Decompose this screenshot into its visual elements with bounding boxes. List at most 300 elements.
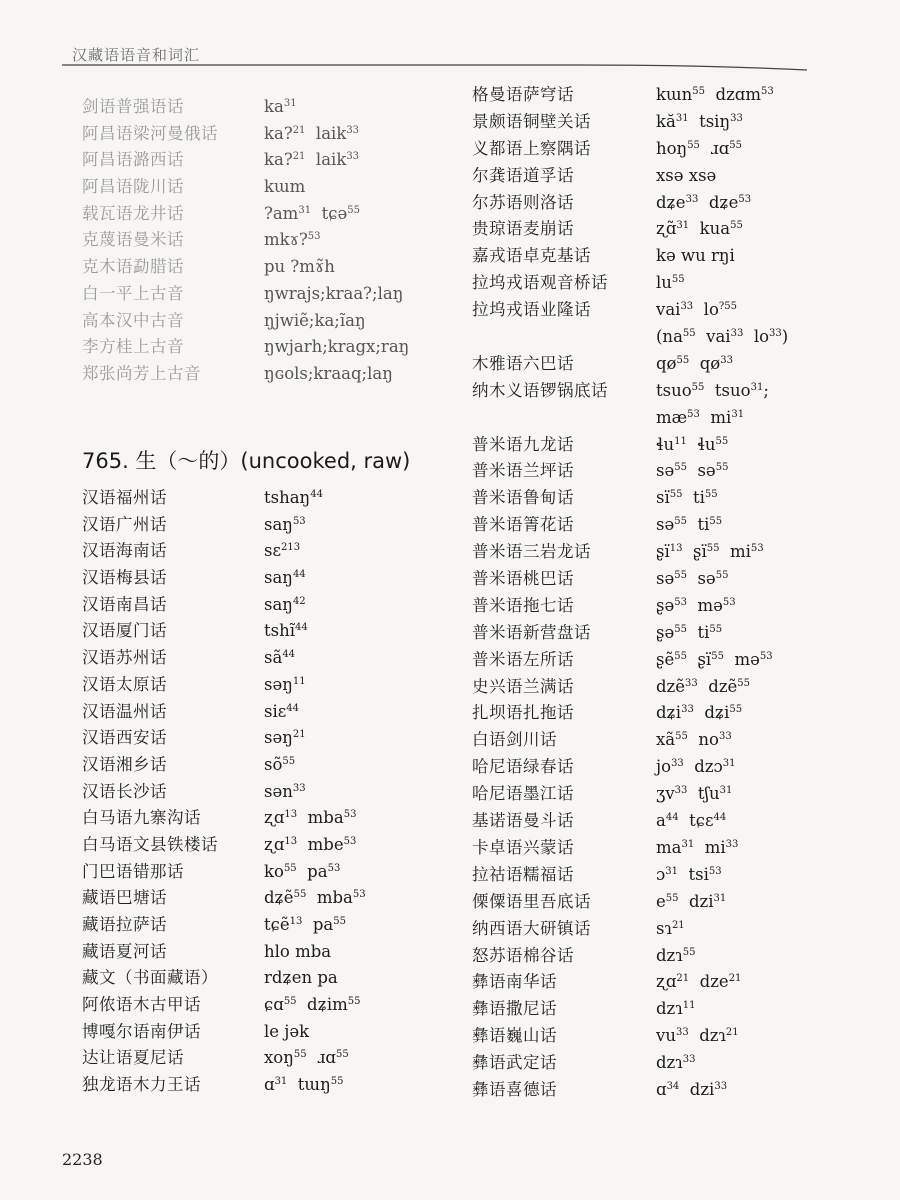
list-item bbox=[472, 647, 892, 674]
syllable: ka? bbox=[264, 150, 293, 170]
list-item bbox=[82, 361, 462, 388]
syllable: laik bbox=[315, 150, 347, 170]
tone-mark: 33 bbox=[718, 731, 732, 743]
list-item bbox=[472, 727, 892, 754]
phonetic-form bbox=[264, 965, 338, 992]
tone-mark: 53 bbox=[674, 596, 687, 608]
phonetic-form bbox=[264, 1019, 309, 1046]
syllable: kɯm bbox=[264, 177, 306, 197]
list-item bbox=[82, 779, 462, 806]
tone-mark: 53 bbox=[738, 193, 752, 205]
phonetic-form bbox=[264, 859, 340, 886]
syllable: tɯŋ bbox=[297, 1075, 331, 1095]
list-item bbox=[472, 835, 892, 862]
tone-mark: 31 bbox=[713, 892, 727, 904]
tone-mark: 11 bbox=[682, 1000, 696, 1012]
syllable: sã bbox=[264, 648, 283, 668]
syllable: ʐɑ bbox=[264, 834, 285, 854]
dialect-name: 基诺语曼斗话 bbox=[472, 811, 574, 831]
syllable: dzi bbox=[689, 891, 714, 911]
syllable: ɹɑ bbox=[317, 1048, 336, 1068]
syllable: ɑ bbox=[264, 1075, 275, 1095]
syllable: jo bbox=[656, 757, 672, 777]
phonetic-form bbox=[656, 539, 764, 566]
syllable: a bbox=[656, 811, 666, 831]
list-item bbox=[472, 916, 892, 943]
tone-mark: 33 bbox=[730, 328, 744, 340]
syllable: tsiŋ bbox=[699, 111, 731, 131]
syllable: ka bbox=[264, 97, 284, 116]
syllable: tshĩ bbox=[264, 621, 296, 641]
phonetic-form bbox=[656, 378, 769, 405]
syllable: mi bbox=[710, 407, 732, 427]
syllable: səŋ bbox=[264, 728, 293, 748]
syllable: laik bbox=[315, 123, 347, 143]
syllable: sõ bbox=[264, 754, 283, 774]
syllable: dzɿ bbox=[699, 1026, 726, 1046]
dialect-name: 义都语上察隅话 bbox=[472, 138, 591, 158]
phonetic-form bbox=[656, 674, 750, 701]
phonetic-form bbox=[264, 779, 306, 806]
dialect-name: 彝语撒尼话 bbox=[472, 999, 557, 1019]
list-item bbox=[472, 1050, 892, 1077]
tone-mark: 21 bbox=[676, 973, 690, 985]
syllable: dʑẽ bbox=[264, 888, 294, 908]
list-item bbox=[472, 943, 892, 970]
phonetic-form bbox=[656, 620, 722, 647]
syllable: tɕẽ bbox=[264, 915, 290, 934]
syllable: tsuo bbox=[714, 380, 751, 400]
tone-mark: 13 bbox=[289, 916, 303, 927]
list-item bbox=[82, 201, 462, 228]
dialect-name: 卡卓语兴蒙话 bbox=[472, 837, 574, 857]
dialect-name: 载瓦语龙井话 bbox=[82, 203, 184, 223]
list-item bbox=[472, 432, 892, 459]
tone-mark: 55 bbox=[737, 677, 751, 689]
syllable: ɔ bbox=[656, 864, 666, 884]
list-item bbox=[82, 538, 462, 565]
dialect-name: 阿昌语陇川话 bbox=[82, 177, 184, 197]
dialect-name: 普米语拖七话 bbox=[472, 595, 574, 615]
syllable: ʐɑ bbox=[264, 808, 285, 828]
phonetic-form bbox=[656, 163, 716, 190]
list-item bbox=[82, 512, 462, 539]
tone-mark: 55 bbox=[335, 1049, 349, 1061]
list-item bbox=[472, 754, 892, 781]
dialect-name: 扎坝语扎拖话 bbox=[472, 703, 574, 723]
tone-mark: 33 bbox=[675, 1027, 689, 1039]
list-item bbox=[472, 700, 892, 727]
syllable: mi bbox=[729, 542, 751, 562]
phonetic-form bbox=[656, 136, 742, 163]
list-item bbox=[472, 1023, 892, 1050]
syllable: saŋ bbox=[264, 594, 293, 614]
tone-mark: 42 bbox=[292, 595, 306, 607]
phonetic-form bbox=[264, 832, 356, 859]
syllable: dzɿ bbox=[656, 999, 683, 1019]
dialect-name: 李方桂上古音 bbox=[82, 337, 184, 357]
syllable: ma bbox=[656, 837, 682, 857]
dialect-name: 傈僳语里吾底话 bbox=[472, 891, 591, 911]
list-item bbox=[472, 996, 892, 1023]
tone-mark: 31 bbox=[676, 220, 690, 232]
tone-mark: 55 bbox=[715, 462, 729, 474]
dialect-name: 木雅语六巴话 bbox=[472, 353, 574, 373]
list-item bbox=[82, 992, 462, 1019]
phonetic-form bbox=[264, 334, 409, 361]
syllable: ko bbox=[264, 861, 284, 881]
phonetic-form bbox=[656, 297, 737, 324]
syllable: vai bbox=[656, 300, 681, 320]
dialect-name: 怒苏语棉谷话 bbox=[472, 945, 574, 965]
phonetic-form bbox=[656, 862, 722, 889]
list-item bbox=[472, 566, 892, 593]
phonetic-form bbox=[264, 308, 366, 335]
tone-mark: 33 bbox=[346, 151, 360, 163]
phonetic-form bbox=[264, 912, 346, 939]
dialect-name: 汉语温州话 bbox=[82, 701, 167, 721]
list-item bbox=[82, 281, 462, 308]
syllable: kua bbox=[699, 219, 731, 239]
phonetic-form bbox=[656, 647, 773, 674]
dialect-name: 剑语普强语话 bbox=[82, 97, 184, 116]
phonetic-form bbox=[656, 432, 728, 459]
syllable: ŋwjarh;kragx;raŋ bbox=[264, 337, 410, 357]
page-number: 2238 bbox=[62, 1150, 103, 1169]
tone-mark: 21 bbox=[671, 919, 685, 931]
syllable: mə bbox=[734, 649, 760, 669]
syllable: sə bbox=[656, 461, 675, 481]
dialect-name: 普米语桃巴话 bbox=[472, 569, 574, 589]
tone-mark: 55 bbox=[283, 996, 297, 1008]
dialect-name: 汉语长沙话 bbox=[82, 781, 167, 801]
phonetic-form bbox=[264, 1045, 349, 1072]
dialect-name: 藏语拉萨话 bbox=[82, 915, 167, 934]
syllable: dzɿ bbox=[656, 1053, 683, 1073]
list-item bbox=[82, 645, 462, 672]
dialect-name: 拉坞戎语业隆话 bbox=[472, 300, 591, 320]
tone-mark: 55 bbox=[347, 996, 361, 1008]
list-item bbox=[472, 674, 892, 701]
dialect-name: 普米语鲁甸话 bbox=[472, 488, 574, 508]
syllable: pu ?mɤ̃h bbox=[264, 257, 335, 277]
tone-mark: 55 bbox=[347, 204, 360, 216]
phonetic-form bbox=[656, 781, 732, 808]
tone-mark: 55 bbox=[682, 946, 696, 958]
list-item bbox=[472, 216, 892, 243]
tone-mark: 21 bbox=[725, 1027, 739, 1039]
phonetic-form bbox=[264, 618, 308, 645]
tone-mark: 31 bbox=[681, 838, 695, 850]
list-item bbox=[82, 1072, 462, 1099]
list-item bbox=[472, 458, 892, 485]
phonetic-form bbox=[264, 752, 295, 779]
syllable: lu bbox=[656, 273, 672, 293]
dialect-name: 彝语巍山话 bbox=[472, 1026, 557, 1046]
tone-mark: 55 bbox=[674, 462, 687, 474]
tone-mark: 55 bbox=[330, 1076, 344, 1088]
entry-list-right bbox=[472, 82, 892, 1104]
dialect-name: 汉语湘乡话 bbox=[82, 754, 167, 774]
tone-mark: 53 bbox=[759, 650, 773, 662]
syllable: tɕɛ bbox=[689, 811, 714, 831]
phonetic-form bbox=[264, 885, 366, 912]
dialect-name: 汉语厦门话 bbox=[82, 621, 167, 641]
syllable: pa bbox=[307, 861, 328, 881]
syllable: mi bbox=[704, 837, 726, 857]
dialect-name: 博嘎尔语南伊话 bbox=[82, 1021, 201, 1041]
syllable: dʑi bbox=[656, 703, 682, 723]
syllable: dzɑm bbox=[715, 85, 761, 104]
list-item bbox=[472, 539, 892, 566]
list-item bbox=[82, 592, 462, 619]
punctuation: ) bbox=[781, 327, 789, 347]
tone-mark: 21 bbox=[292, 124, 306, 136]
list-item bbox=[82, 334, 462, 361]
tone-mark: 11 bbox=[292, 675, 306, 687]
tone-mark: 33 bbox=[720, 354, 733, 366]
list-item bbox=[82, 147, 462, 174]
syllable: ŋɢols;kraaq;laŋ bbox=[264, 363, 393, 383]
syllable: ʂï bbox=[692, 542, 707, 562]
tone-mark: 31 bbox=[274, 1076, 288, 1088]
syllable: kɯn bbox=[656, 85, 693, 104]
dialect-name: 汉语广州话 bbox=[82, 514, 167, 534]
phonetic-form bbox=[656, 190, 751, 217]
tone-mark: 53 bbox=[750, 543, 764, 555]
syllable: sə bbox=[656, 515, 675, 535]
syllable: ʂə bbox=[656, 622, 675, 642]
dialect-name: 藏文（书面藏语） bbox=[82, 968, 218, 988]
syllable: ŋjwiẽ;ka;ĩaŋ bbox=[264, 310, 366, 330]
tone-mark: 33 bbox=[681, 704, 694, 716]
phonetic-form bbox=[264, 227, 321, 254]
syllable: xã bbox=[656, 730, 676, 750]
phonetic-form bbox=[656, 943, 695, 970]
list-item bbox=[472, 270, 892, 297]
dialect-name: 阿侬语木古甲话 bbox=[82, 995, 201, 1015]
section-heading: 765. 生（～的）(uncooked, raw) bbox=[82, 449, 411, 473]
dialect-name: 纳木义语锣锅底话 bbox=[472, 380, 608, 400]
dialect-name: 尔龚语道孚话 bbox=[472, 165, 574, 185]
syllable: ka? bbox=[264, 123, 293, 143]
phonetic-form bbox=[264, 512, 306, 539]
syllable: lo bbox=[753, 327, 770, 347]
syllable: ti bbox=[692, 488, 705, 508]
dialect-name: 阿昌语梁河曼俄话 bbox=[82, 123, 218, 143]
tone-mark: 55 bbox=[729, 139, 742, 151]
tone-mark: 33 bbox=[682, 1054, 696, 1066]
list-item bbox=[472, 405, 892, 432]
syllable: ɬu bbox=[697, 434, 716, 454]
list-item bbox=[82, 885, 462, 912]
list-item bbox=[82, 94, 462, 121]
tone-mark: 55 bbox=[293, 889, 307, 901]
dialect-name: 汉语福州话 bbox=[82, 488, 167, 507]
syllable: kə wu rŋi bbox=[656, 246, 735, 266]
punctuation: ; bbox=[763, 380, 769, 400]
tone-mark: 55 bbox=[711, 650, 724, 662]
syllable: tsuo bbox=[656, 380, 692, 400]
dialect-name: 汉语西安话 bbox=[82, 728, 167, 748]
tone-mark: 33 bbox=[725, 838, 739, 850]
syllable: mə bbox=[697, 595, 723, 615]
tone-mark: 13 bbox=[669, 543, 683, 555]
tone-mark: 33 bbox=[674, 785, 688, 797]
syllable: dze bbox=[699, 972, 729, 992]
phonetic-form bbox=[656, 512, 722, 539]
phonetic-form bbox=[264, 725, 306, 752]
phonetic-form bbox=[656, 700, 742, 727]
tone-mark: 55 bbox=[676, 354, 690, 366]
syllable: dzẽ bbox=[708, 676, 738, 696]
tone-mark: 53 bbox=[343, 835, 357, 847]
list-item bbox=[472, 324, 892, 351]
phonetic-form bbox=[264, 201, 360, 228]
dialect-name: 汉语太原话 bbox=[82, 674, 167, 694]
syllable: no bbox=[698, 730, 719, 750]
phonetic-form bbox=[264, 174, 305, 201]
phonetic-form bbox=[656, 727, 732, 754]
tone-mark: 55 bbox=[674, 516, 687, 528]
tone-mark: 53 bbox=[327, 862, 341, 874]
phonetic-form bbox=[656, 889, 726, 916]
dialect-name: 白马语文县铁楼话 bbox=[82, 834, 218, 854]
tone-mark: 55 bbox=[674, 650, 687, 662]
tone-mark: 55 bbox=[293, 1049, 307, 1061]
syllable: le jək bbox=[264, 1021, 310, 1041]
tone-mark: 55 bbox=[709, 516, 723, 528]
list-item bbox=[472, 593, 892, 620]
tone-mark: 55 bbox=[674, 570, 687, 582]
tone-mark: 33 bbox=[769, 328, 782, 340]
syllable: (na bbox=[656, 327, 683, 347]
phonetic-form bbox=[264, 121, 359, 148]
syllable: dʑe bbox=[656, 192, 686, 212]
phonetic-form bbox=[656, 458, 728, 485]
phonetic-form bbox=[264, 538, 300, 565]
dialect-name: 彝语武定话 bbox=[472, 1053, 557, 1073]
tone-mark: 21 bbox=[728, 973, 742, 985]
syllable: rdʑen pa bbox=[264, 968, 338, 988]
dialect-name: 尔苏语则洛话 bbox=[472, 192, 574, 212]
list-item bbox=[472, 351, 892, 378]
syllable: ʐɑ bbox=[656, 972, 677, 992]
list-item bbox=[82, 939, 462, 966]
dialect-name: 汉语苏州话 bbox=[82, 648, 167, 668]
dialect-name: 汉语海南话 bbox=[82, 541, 167, 561]
tone-mark: 44 bbox=[310, 489, 323, 500]
syllable: mæ bbox=[656, 407, 688, 427]
tone-mark: 44 bbox=[292, 569, 306, 581]
tone-mark: 55 bbox=[709, 623, 723, 635]
entry-list-left-bottom bbox=[82, 485, 462, 1099]
phonetic-form bbox=[656, 324, 788, 351]
list-item bbox=[82, 672, 462, 699]
syllable: dʑim bbox=[307, 995, 348, 1015]
syllable: dzi bbox=[689, 1079, 715, 1099]
dialect-name: 哈尼语墨江话 bbox=[472, 784, 574, 804]
syllable: sə bbox=[697, 569, 716, 589]
syllable: ʂẽ bbox=[656, 649, 675, 669]
syllable: səŋ bbox=[264, 674, 293, 694]
dialect-name: 彝语南华话 bbox=[472, 972, 557, 992]
dialect-name: 普米语兰坪话 bbox=[472, 461, 574, 481]
syllable: sə bbox=[697, 461, 716, 481]
tone-mark: 13 bbox=[284, 835, 298, 847]
tone-mark: 53 bbox=[292, 515, 306, 527]
tone-mark: 53 bbox=[687, 408, 700, 420]
syllable: ?am bbox=[264, 203, 299, 223]
syllable: mbe bbox=[307, 834, 344, 854]
phonetic-form bbox=[264, 147, 359, 174]
list-item bbox=[82, 832, 462, 859]
list-item bbox=[82, 174, 462, 201]
tone-mark: 53 bbox=[307, 231, 321, 243]
list-item bbox=[472, 969, 892, 996]
tone-mark: 33 bbox=[680, 301, 694, 313]
phonetic-form bbox=[656, 969, 741, 996]
dialect-name: 白马语九寨沟话 bbox=[82, 808, 201, 828]
phonetic-form bbox=[264, 939, 331, 966]
syllable: xoŋ bbox=[264, 1048, 294, 1068]
list-item bbox=[82, 805, 462, 832]
list-item bbox=[472, 1077, 892, 1104]
phonetic-form bbox=[264, 645, 295, 672]
tone-mark: 31 bbox=[731, 408, 745, 420]
phonetic-form bbox=[656, 270, 685, 297]
phonetic-form bbox=[264, 992, 361, 1019]
phonetic-form bbox=[656, 1023, 739, 1050]
dialect-name: 哈尼语绿春话 bbox=[472, 757, 574, 777]
dialect-name: 独龙语木力王话 bbox=[82, 1075, 201, 1095]
list-item bbox=[82, 227, 462, 254]
tone-mark: 13 bbox=[284, 809, 298, 821]
tone-mark: 55 bbox=[715, 435, 729, 447]
tone-mark: 44 bbox=[286, 702, 300, 714]
phonetic-form bbox=[656, 754, 736, 781]
tone-mark: 55 bbox=[704, 489, 718, 501]
dialect-name: 藏语夏河话 bbox=[82, 941, 167, 961]
phonetic-form bbox=[656, 485, 718, 512]
dialect-name: 普米语九龙话 bbox=[472, 434, 574, 454]
syllable: kă bbox=[656, 111, 676, 131]
tone-mark: 44 bbox=[282, 649, 296, 661]
dialect-name: 白一平上古音 bbox=[82, 283, 184, 303]
list-item bbox=[472, 82, 892, 109]
syllable: ʐɑ̃ bbox=[656, 219, 677, 239]
syllable: dzẽ bbox=[656, 676, 686, 696]
phonetic-form bbox=[656, 808, 726, 835]
tone-mark: 55 bbox=[692, 86, 706, 97]
list-item bbox=[472, 862, 892, 889]
syllable: ʂə bbox=[656, 595, 675, 615]
list-item bbox=[82, 254, 462, 281]
tone-mark: 55 bbox=[687, 139, 700, 151]
tone-mark: 34 bbox=[666, 1080, 680, 1092]
list-item bbox=[472, 620, 892, 647]
syllable: vai bbox=[706, 327, 731, 347]
list-item bbox=[82, 485, 462, 512]
phonetic-form bbox=[264, 361, 393, 388]
phonetic-form bbox=[656, 835, 738, 862]
tone-mark: 44 bbox=[713, 812, 727, 824]
phonetic-form bbox=[264, 281, 403, 308]
dialect-name: 达让语夏尼话 bbox=[82, 1048, 184, 1068]
phonetic-form bbox=[264, 485, 323, 512]
tone-mark: 31 bbox=[298, 204, 312, 216]
tone-mark: 33 bbox=[292, 782, 306, 794]
